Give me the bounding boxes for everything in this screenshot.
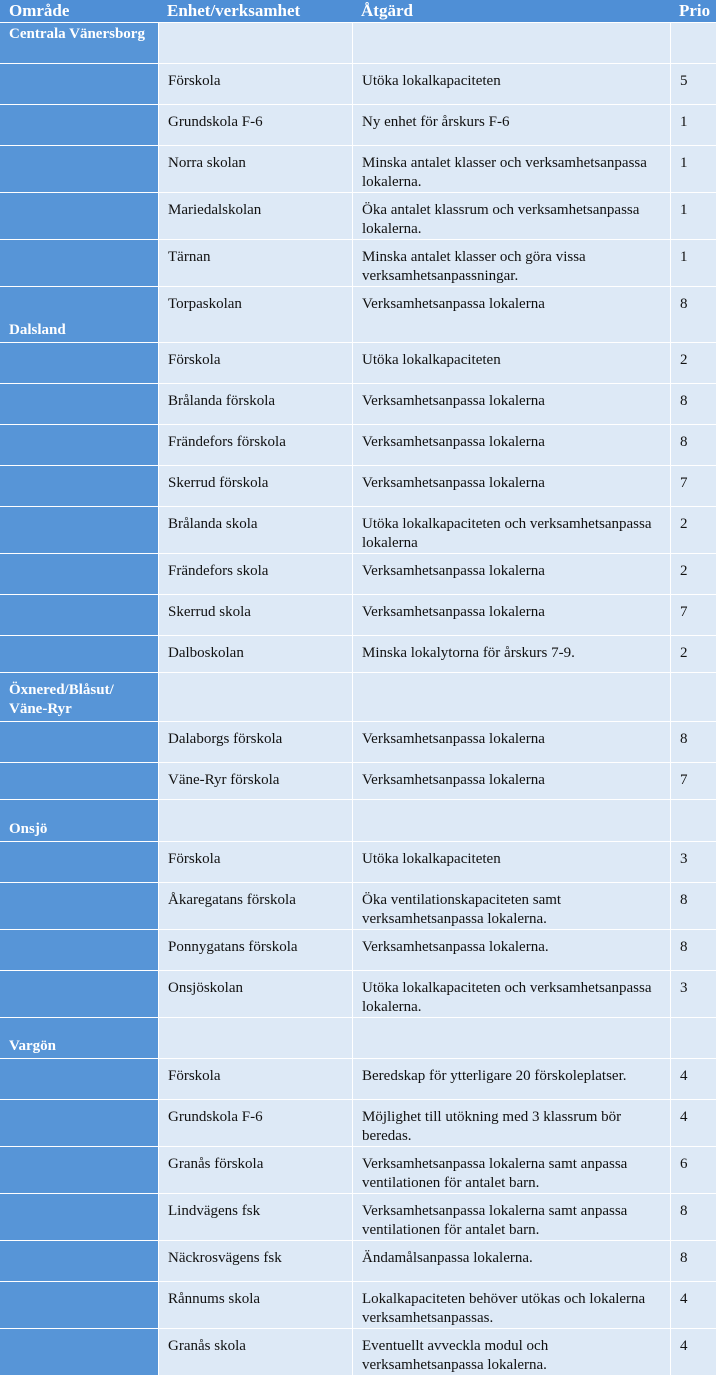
- action-cell: Eventuellt avveckla modul och verksamhetsanpassa lokalerna.: [352, 1329, 670, 1376]
- prio-cell: 2: [670, 343, 716, 384]
- area-cell: [0, 64, 158, 105]
- prio-cell: 3: [670, 971, 716, 1018]
- prio-cell: 4: [670, 1059, 716, 1100]
- area-cell: [0, 1059, 158, 1100]
- unit-cell: Grundskola F-6: [158, 1100, 352, 1147]
- table-row: [0, 636, 716, 673]
- unit-cell: [158, 23, 352, 64]
- unit-cell: Mariedalskolan: [158, 193, 352, 240]
- action-cell: Minska antalet klasser och göra vissa verksamhetsanpassningar.: [352, 240, 670, 287]
- prio-cell: [670, 800, 716, 842]
- unit-cell: Brålanda förskola: [158, 384, 352, 425]
- unit-cell: Dalaborgs förskola: [158, 722, 352, 763]
- area-cell: [0, 240, 158, 287]
- action-cell: [352, 1018, 670, 1059]
- prio-cell: [670, 1018, 716, 1059]
- unit-cell: Onsjöskolan: [158, 971, 352, 1018]
- action-cell: Utöka lokalkapaciteten och verksamhetsanpassa lokalerna.: [352, 971, 670, 1018]
- table-row: [0, 343, 716, 384]
- unit-cell: [158, 800, 352, 842]
- area-cell: [0, 384, 158, 425]
- area-cell: [0, 343, 158, 384]
- table-row: [0, 1059, 716, 1100]
- table-row: [0, 595, 716, 636]
- area-cell: [0, 1329, 158, 1376]
- prio-cell: 7: [670, 595, 716, 636]
- area-cell: [0, 554, 158, 595]
- action-cell: Minska lokalytorna för årskurs 7-9.: [352, 636, 670, 673]
- table-row: [0, 1329, 716, 1376]
- action-cell: Minska antalet klasser och verksamhetsanpassa lokalerna.: [352, 146, 670, 193]
- prio-cell: 8: [670, 722, 716, 763]
- action-cell: Utöka lokalkapaciteten: [352, 64, 670, 105]
- action-cell: Verksamhetsanpassa lokalerna: [352, 384, 670, 425]
- unit-cell: Frändefors skola: [158, 554, 352, 595]
- action-cell: Verksamhetsanpassa lokalerna samt anpassa ventilationen för antalet barn.: [352, 1147, 670, 1194]
- area-cell: [0, 507, 158, 554]
- area-cell: [0, 146, 158, 193]
- table-row: [0, 287, 716, 343]
- unit-cell: Förskola: [158, 343, 352, 384]
- action-cell: Ändamålsanpassa lokalerna.: [352, 1241, 670, 1282]
- action-cell: Verksamhetsanpassa lokalerna.: [352, 930, 670, 971]
- action-cell: [352, 673, 670, 722]
- unit-cell: Norra skolan: [158, 146, 352, 193]
- prio-cell: 8: [670, 384, 716, 425]
- table-row: [0, 842, 716, 883]
- table-row: [0, 384, 716, 425]
- prio-cell: 7: [670, 763, 716, 800]
- unit-cell: Granås skola: [158, 1329, 352, 1376]
- action-cell: Utöka lokalkapaciteten och verksamhetsanpassa lokalerna: [352, 507, 670, 554]
- unit-cell: Lindvägens fsk: [158, 1194, 352, 1241]
- prio-cell: 8: [670, 1194, 716, 1241]
- area-cell: [0, 971, 158, 1018]
- area-cell: [0, 1147, 158, 1194]
- table-row: [0, 673, 716, 722]
- action-cell: Möjlighet till utökning med 3 klassrum bör beredas.: [352, 1100, 670, 1147]
- area-cell: [0, 930, 158, 971]
- area-cell: [0, 193, 158, 240]
- prio-cell: 8: [670, 883, 716, 930]
- unit-cell: [158, 673, 352, 722]
- unit-cell: Skerrud skola: [158, 595, 352, 636]
- action-cell: Lokalkapaciteten behöver utökas och lokalerna verksamhetsanpassas.: [352, 1282, 670, 1329]
- table-row: [0, 1282, 716, 1329]
- table-row: [0, 1018, 716, 1059]
- table-row: [0, 64, 716, 105]
- table-row: [0, 193, 716, 240]
- header-row: [0, 0, 716, 23]
- prio-cell: 1: [670, 146, 716, 193]
- table-row: [0, 1194, 716, 1241]
- action-cell: Verksamhetsanpassa lokalerna: [352, 554, 670, 595]
- table-row: [0, 425, 716, 466]
- unit-cell: Grundskola F-6: [158, 105, 352, 146]
- unit-cell: Förskola: [158, 1059, 352, 1100]
- unit-cell: Väne-Ryr förskola: [158, 763, 352, 800]
- area-cell: [0, 466, 158, 507]
- prio-cell: 2: [670, 636, 716, 673]
- action-cell: Ny enhet för årskurs F-6: [352, 105, 670, 146]
- area-cell: [0, 842, 158, 883]
- action-cell: Öka antalet klassrum och verksamhetsanpassa lokalerna.: [352, 193, 670, 240]
- action-cell: Verksamhetsanpassa lokalerna: [352, 722, 670, 763]
- table-row: [0, 507, 716, 554]
- header-unit: Enhet/verksamhet: [158, 0, 352, 23]
- unit-cell: Förskola: [158, 842, 352, 883]
- area-cell: [0, 1194, 158, 1241]
- area-cell: [0, 883, 158, 930]
- header-area: Område: [0, 0, 158, 23]
- unit-cell: Torpaskolan: [158, 287, 352, 343]
- table-row: [0, 971, 716, 1018]
- action-cell: Verksamhetsanpassa lokalerna: [352, 466, 670, 507]
- area-cell: Centrala Vänersborg: [0, 23, 158, 64]
- table-row: [0, 1147, 716, 1194]
- unit-cell: Granås förskola: [158, 1147, 352, 1194]
- table-row: [0, 883, 716, 930]
- prio-cell: 1: [670, 193, 716, 240]
- prio-cell: 1: [670, 240, 716, 287]
- area-cell: [0, 595, 158, 636]
- action-cell: Verksamhetsanpassa lokalerna: [352, 425, 670, 466]
- action-cell: Verksamhetsanpassa lokalerna: [352, 763, 670, 800]
- table-row: [0, 105, 716, 146]
- area-cell: Vargön: [0, 1018, 158, 1059]
- unit-cell: Näckrosvägens fsk: [158, 1241, 352, 1282]
- table-row: [0, 930, 716, 971]
- prio-cell: 3: [670, 842, 716, 883]
- action-cell: Utöka lokalkapaciteten: [352, 343, 670, 384]
- prio-cell: 2: [670, 507, 716, 554]
- prio-cell: 8: [670, 287, 716, 343]
- unit-cell: Skerrud förskola: [158, 466, 352, 507]
- prio-cell: 7: [670, 466, 716, 507]
- table-row: [0, 23, 716, 64]
- table-row: [0, 554, 716, 595]
- prio-cell: 4: [670, 1100, 716, 1147]
- table-row: [0, 146, 716, 193]
- prio-cell: 2: [670, 554, 716, 595]
- table-row: [0, 1241, 716, 1282]
- prio-cell: [670, 23, 716, 64]
- prio-cell: 4: [670, 1329, 716, 1376]
- prio-cell: 1: [670, 105, 716, 146]
- unit-cell: [158, 1018, 352, 1059]
- prio-cell: 4: [670, 1282, 716, 1329]
- action-cell: Verksamhetsanpassa lokalerna: [352, 595, 670, 636]
- action-cell: Utöka lokalkapaciteten: [352, 842, 670, 883]
- action-cell: [352, 800, 670, 842]
- prio-cell: 6: [670, 1147, 716, 1194]
- area-cell: [0, 722, 158, 763]
- area-cell: [0, 425, 158, 466]
- area-cell: Onsjö: [0, 800, 158, 842]
- table-row: [0, 763, 716, 800]
- header-action: Åtgärd: [352, 0, 670, 23]
- unit-cell: Rånnums skola: [158, 1282, 352, 1329]
- unit-cell: Ponnygatans förskola: [158, 930, 352, 971]
- unit-cell: Tärnan: [158, 240, 352, 287]
- area-cell: Öxnered/Blåsut/ Väne-Ryr: [0, 673, 158, 722]
- prio-cell: [670, 673, 716, 722]
- action-cell: [352, 23, 670, 64]
- area-cell: [0, 1241, 158, 1282]
- action-cell: Öka ventilationskapaciteten samt verksamhetsanpassa lokalerna.: [352, 883, 670, 930]
- unit-cell: Förskola: [158, 64, 352, 105]
- table-row: [0, 466, 716, 507]
- action-cell: Beredskap för ytterligare 20 förskoleplatser.: [352, 1059, 670, 1100]
- prio-cell: 8: [670, 930, 716, 971]
- unit-cell: Dalboskolan: [158, 636, 352, 673]
- table-row: [0, 1100, 716, 1147]
- prio-cell: 8: [670, 425, 716, 466]
- prio-cell: 8: [670, 1241, 716, 1282]
- area-cell: [0, 105, 158, 146]
- area-cell: [0, 1100, 158, 1147]
- table-row: [0, 800, 716, 842]
- area-cell: Dalsland: [0, 287, 158, 343]
- action-cell: Verksamhetsanpassa lokalerna: [352, 287, 670, 343]
- header-prio: Prio: [670, 0, 716, 23]
- table-row: [0, 722, 716, 763]
- action-cell: Verksamhetsanpassa lokalerna samt anpassa ventilationen för antalet barn.: [352, 1194, 670, 1241]
- unit-cell: Åkaregatans förskola: [158, 883, 352, 930]
- area-cell: [0, 763, 158, 800]
- table-row: [0, 240, 716, 287]
- prio-cell: 5: [670, 64, 716, 105]
- unit-cell: Frändefors förskola: [158, 425, 352, 466]
- area-cell: [0, 1282, 158, 1329]
- area-cell: [0, 636, 158, 673]
- unit-cell: Brålanda skola: [158, 507, 352, 554]
